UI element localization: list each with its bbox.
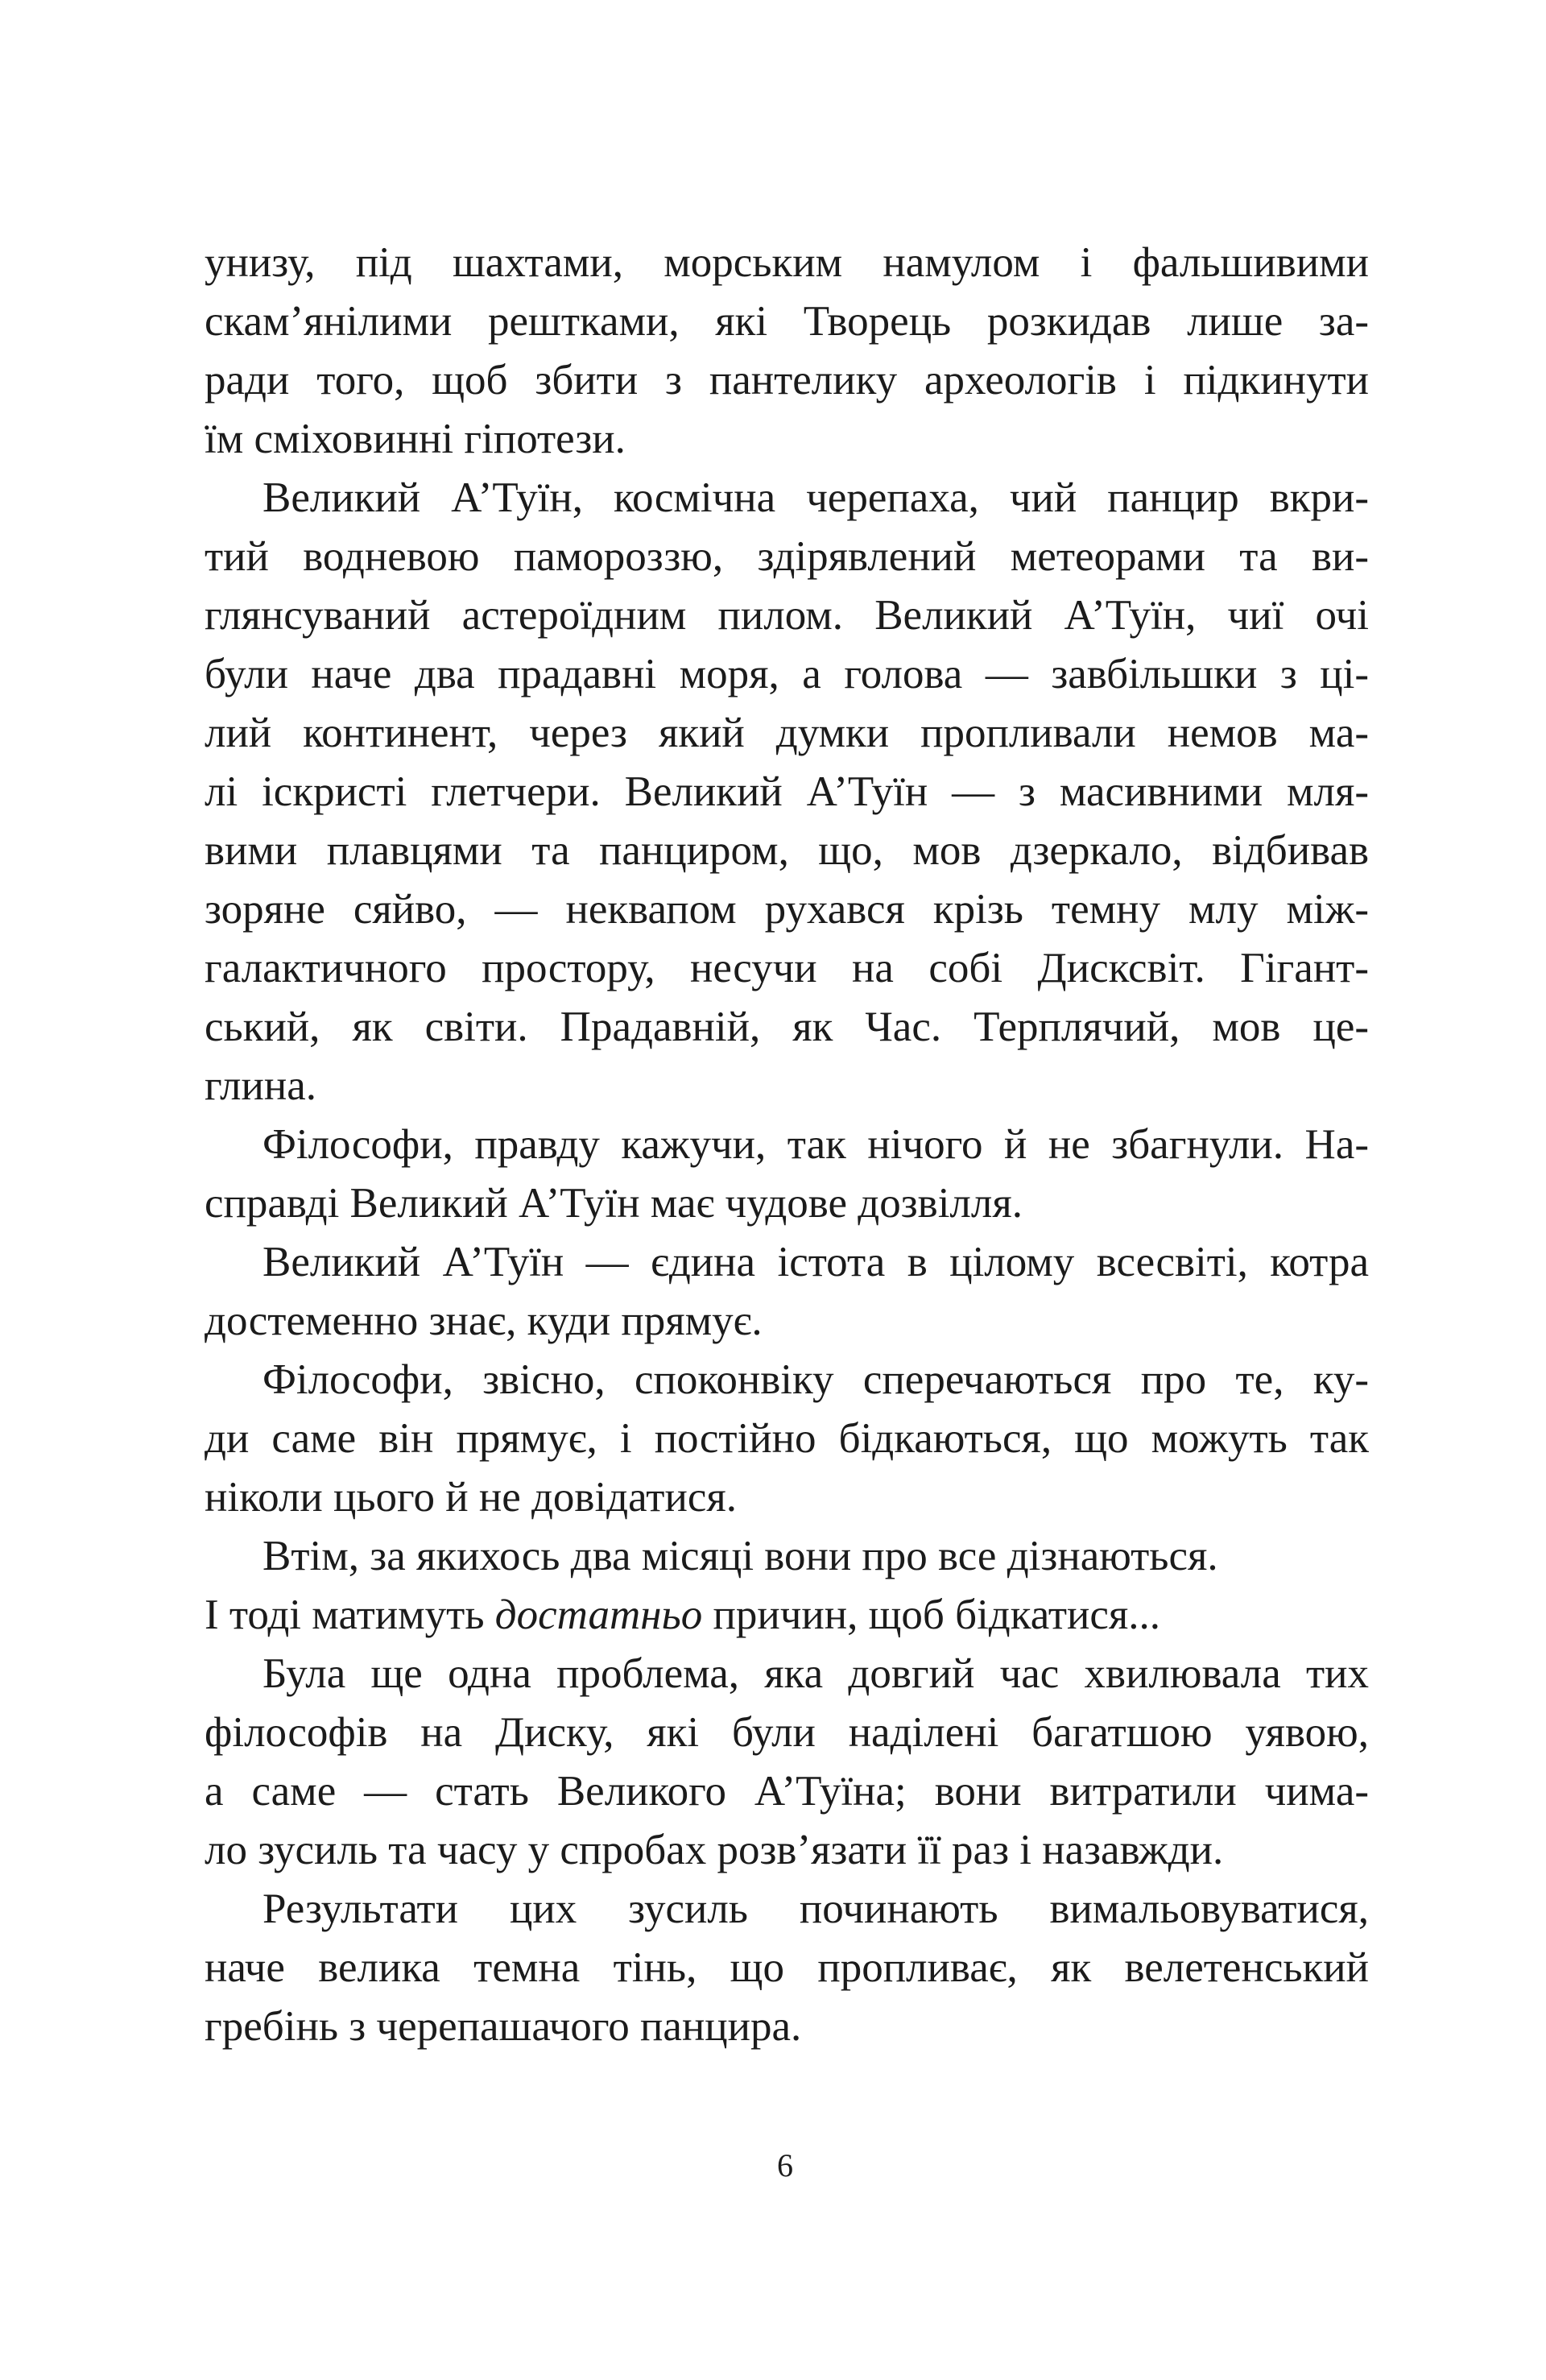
text-line: ди саме він прямує, і постійно бідкаються, що можуть так	[205, 1415, 1369, 1462]
text-line: унизу, під шахтами, морським намулом і фальшивими	[205, 239, 1369, 286]
text-segment: І тоді матимуть	[205, 1591, 495, 1638]
text-line: Була ще одна проблема, яка довгий час хвилювала тих	[262, 1650, 1369, 1697]
emphasis-word: достатньо	[494, 1591, 703, 1638]
text-line: лі іскристі глетчери. Великий А’Туїн — з масивними мля-	[205, 768, 1369, 815]
text-line: наче велика темна тінь, що пропливає, як велетенський	[205, 1944, 1369, 1991]
text-line: були наче два прадавні моря, а голова — завбільшки з ці-	[205, 651, 1369, 697]
text-segment: причин, щоб бідкатися...	[702, 1591, 1161, 1638]
text-line: Великий А’Туїн — єдина істота в цілому всесвіті, котра	[262, 1239, 1369, 1285]
text-line: справді Великий А’Туїн має чудове дозвілля.	[205, 1180, 1023, 1227]
text-line: зоряне сяйво, — неквапом рухався крізь темну млу між-	[205, 886, 1369, 933]
text-line: ніколи цього й не довідатися.	[205, 1474, 737, 1521]
text-line: достеменно знає, куди прямує.	[205, 1298, 763, 1344]
text-line: Філософи, правду кажучи, так нічого й не збагнули. На-	[262, 1121, 1369, 1168]
text-line: Великий А’Туїн, космічна черепаха, чий панцир вкри-	[262, 474, 1369, 521]
text-line: лий континент, через який думки пропливали немов ма-	[205, 710, 1369, 756]
body-text	[205, 234, 1369, 2056]
text-line: їм сміховинні гіпотези.	[205, 416, 626, 462]
text-line: скам’янілими рештками, які Творець розкидав лише за-	[205, 298, 1369, 345]
text-line: Результати цих зусиль починають вимальовуватися,	[262, 1885, 1369, 1932]
text-line: Філософи, звісно, споконвіку сперечаються про те, ку-	[262, 1356, 1369, 1403]
page-number: 6	[777, 2147, 793, 2183]
text-line: тий водневою памороззю, здірявлений метеорами та ви-	[205, 533, 1369, 580]
text-line: Втім, за якихось два місяці вони про все дізнаються.	[262, 1533, 1218, 1579]
text-line: ло зусиль та часу у спробах розв’язати її раз і назавжди.	[205, 1827, 1224, 1873]
text-line-with-emphasis	[205, 1586, 1369, 1645]
text-line: галактичного простору, несучи на собі Дисксвіт. Гігант-	[205, 945, 1369, 991]
text-line: глина.	[205, 1062, 316, 1109]
text-line: філософів на Диску, які були наділені багатшою уявою,	[205, 1709, 1369, 1756]
text-line: глянсуваний астероїдним пилом. Великий А’Туїн, чиї очі	[205, 592, 1369, 639]
text-line: ради того, щоб збити з пантелику археологів і підкинути	[205, 357, 1369, 404]
text-line: гребінь з черепашачого панцира.	[205, 2003, 802, 2050]
text-line: ський, як світи. Прадавній, як Час. Терплячий, мов це-	[205, 1004, 1369, 1050]
text-line: вими плавцями та панциром, що, мов дзеркало, відбивав	[205, 827, 1369, 874]
text-line: а саме — стать Великого А’Туїна; вони витратили чима-	[205, 1768, 1369, 1815]
